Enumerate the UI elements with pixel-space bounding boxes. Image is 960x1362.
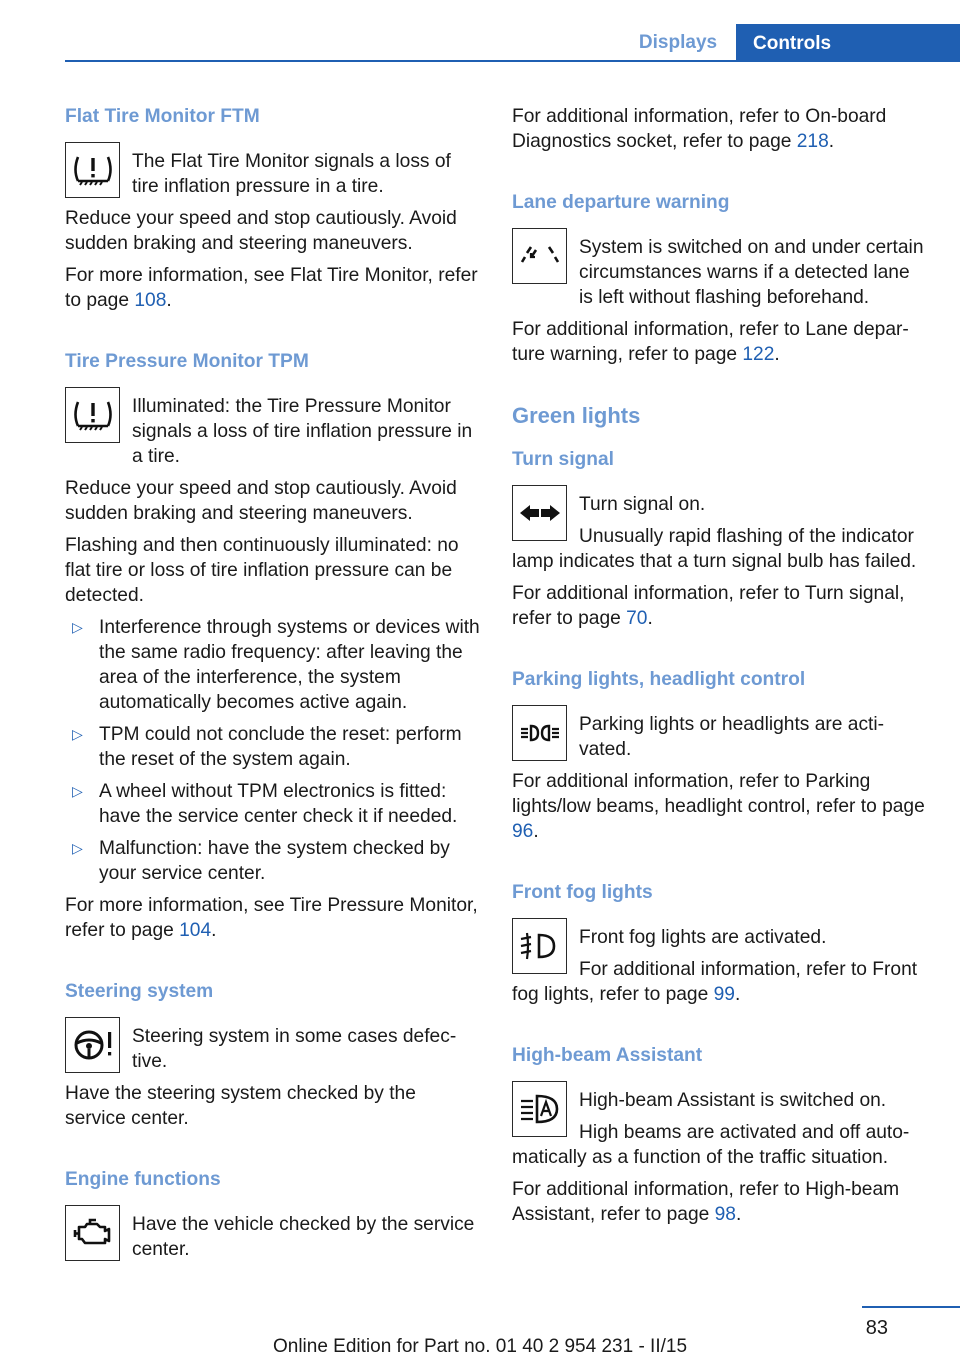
lane-reference-end: . — [774, 344, 780, 365]
hba-heading: High-beam Assistant — [512, 1045, 703, 1066]
tpm-description: Illuminated: the Tire Pressure Monitor signals a loss of tire inflation pressure in a tire. — [132, 396, 473, 467]
hba-reference-end: . — [735, 1204, 742, 1225]
list-item — [65, 779, 480, 829]
footer-rule — [862, 1306, 960, 1308]
section-tpm — [65, 349, 480, 943]
section-turn-signal — [512, 447, 927, 631]
tpm-reference-end: . — [211, 920, 217, 941]
section-high-beam-assistant — [512, 1043, 927, 1227]
steering-description: Steering system in some cases defective. — [132, 1026, 457, 1072]
front-fog-light-icon — [512, 918, 567, 974]
green-lights-heading: Green lights — [512, 403, 641, 428]
section-engine — [65, 1167, 480, 1267]
list-item-text: Interference through systems or devices with the same radio frequency: after leaving the area of the interference, the system automatically becomes active again. — [99, 617, 480, 713]
lane-heading: Lane departure warning — [512, 192, 730, 213]
tire-pressure-warning-icon — [65, 142, 120, 198]
list-item-text: A wheel without TPM electronics is fitted: have the service center check it if needed. — [99, 781, 458, 827]
parking-reference-end: . — [533, 821, 539, 842]
tpm-bullet-list — [65, 615, 480, 886]
section-lane-departure — [512, 190, 927, 367]
lane-reference — [512, 317, 927, 367]
list-item — [65, 722, 480, 772]
engine-heading: Engine functions — [65, 1169, 221, 1190]
page-link-218[interactable]: 218 — [796, 131, 829, 152]
steering-heading: Steering system — [65, 981, 214, 1002]
list-item — [65, 836, 480, 886]
parking-heading: Parking lights, headlight control — [512, 669, 806, 690]
tpm-reference-text: For more information, see Tire Pressure Monitor, refer to page — [65, 895, 478, 941]
list-item — [65, 615, 480, 715]
tpm-instruction: Reduce your speed and stop cautiously. Avoid sudden braking and steering maneuvers. — [65, 478, 457, 524]
parking-reference — [512, 769, 927, 844]
fog-description: Front fog lights are activated. — [579, 927, 827, 948]
list-item-text: TPM could not conclude the reset: perform the reset of the system again. — [99, 724, 462, 770]
page-link-70[interactable]: 70 — [626, 608, 648, 629]
fog-heading: Front fog lights — [512, 882, 653, 903]
fog-reference-text: For additional information, refer to Front fog lights, refer to page — [512, 959, 918, 1005]
tab-controls[interactable]: Controls — [736, 24, 960, 62]
right-column — [512, 104, 927, 1227]
page-link-99[interactable]: 99 — [713, 984, 735, 1005]
turn-signal-arrows-icon — [512, 485, 567, 541]
ftm-instruction: Reduce your speed and stop cautiously. Avoid sudden braking and steering maneuvers. — [65, 208, 457, 254]
engine-description: Have the vehicle checked by the service center. — [132, 1214, 475, 1260]
steering-wheel-warning-icon — [65, 1017, 120, 1073]
obd-reference-end: . — [828, 131, 835, 152]
page-link-104[interactable]: 104 — [179, 920, 212, 941]
fog-reference — [512, 957, 927, 1007]
triangle-bullet-icon: ▷ — [72, 726, 83, 742]
turn-reference — [512, 581, 927, 631]
ftm-reference — [65, 263, 480, 313]
tab-displays[interactable]: Displays — [638, 32, 718, 53]
high-beam-assistant-icon — [512, 1081, 567, 1137]
parking-description: Parking lights or headlights are activated. — [579, 714, 885, 760]
triangle-bullet-icon: ▷ — [72, 619, 83, 635]
list-item-text: Malfunction: have the system checked by your service center. — [99, 838, 450, 884]
parking-lights-icon — [512, 705, 567, 761]
section-ftm — [65, 104, 480, 313]
fog-reference-end: . — [734, 984, 741, 1005]
hba-reference-text: For additional information, refer to High-beam Assistant, refer to page — [512, 1179, 900, 1225]
lane-description: System is switched on and under certain circumstances warns if a detected lane is left without flashing beforehand. — [579, 237, 924, 308]
section-front-fog — [512, 880, 927, 1007]
turn-heading: Turn signal — [512, 449, 614, 470]
section-steering — [65, 979, 480, 1131]
turn-reference-end: . — [647, 608, 653, 629]
lane-departure-icon — [512, 228, 567, 284]
page-number: 83 — [865, 1317, 888, 1339]
hba-behavior: High beams are activated and off automatically as a function of the traffic situation. — [512, 1122, 910, 1168]
tpm-heading: Tire Pressure Monitor TPM — [65, 351, 309, 372]
tire-pressure-warning-icon — [65, 387, 120, 443]
edition-note: Online Edition for Part no. 01 40 2 954 231 - II/15 — [272, 1336, 688, 1357]
turn-description: Turn signal on. — [579, 494, 706, 515]
section-parking-lights — [512, 667, 927, 844]
steering-instruction: Have the steering system checked by the service center. — [65, 1083, 416, 1129]
ftm-reference-text: For more information, see Flat Tire Monitor, refer to page — [65, 265, 478, 311]
triangle-bullet-icon: ▷ — [72, 783, 83, 799]
page-link-98[interactable]: 98 — [714, 1204, 736, 1225]
turn-failure-note: Unusually rapid flashing of the indicator lamp indicates that a turn signal bulb has failed. — [512, 526, 917, 572]
turn-reference-text: For additional information, refer to Turn signal, refer to page — [512, 583, 905, 629]
page-link-108[interactable]: 108 — [134, 290, 167, 311]
obd-reference — [512, 104, 927, 154]
ftm-description: The Flat Tire Monitor signals a loss of tire inflation pressure in a tire. — [132, 151, 451, 197]
left-column — [65, 104, 480, 1267]
page-link-96[interactable]: 96 — [512, 821, 534, 842]
lane-reference-text: For additional information, refer to Lane departure warning, refer to page — [512, 319, 909, 365]
tpm-flashing-note: Flashing and then continuously illuminated: no flat tire or loss of tire inflation pressure can be detected. — [65, 535, 459, 606]
engine-check-icon — [65, 1205, 120, 1261]
tpm-reference — [65, 893, 480, 943]
hba-description: High-beam Assistant is switched on. — [579, 1090, 887, 1111]
ftm-reference-end: . — [166, 290, 172, 311]
triangle-bullet-icon: ▷ — [72, 840, 83, 856]
page-link-122[interactable]: 122 — [742, 344, 775, 365]
hba-reference — [512, 1177, 927, 1227]
header-rule — [65, 60, 960, 62]
obd-reference-text: For additional information, refer to On-board Diagnostics socket, refer to page — [512, 106, 887, 152]
parking-reference-text: For additional information, refer to Parking lights/low beams, headlight control, refer to page — [512, 771, 925, 817]
ftm-heading: Flat Tire Monitor FTM — [65, 106, 260, 127]
